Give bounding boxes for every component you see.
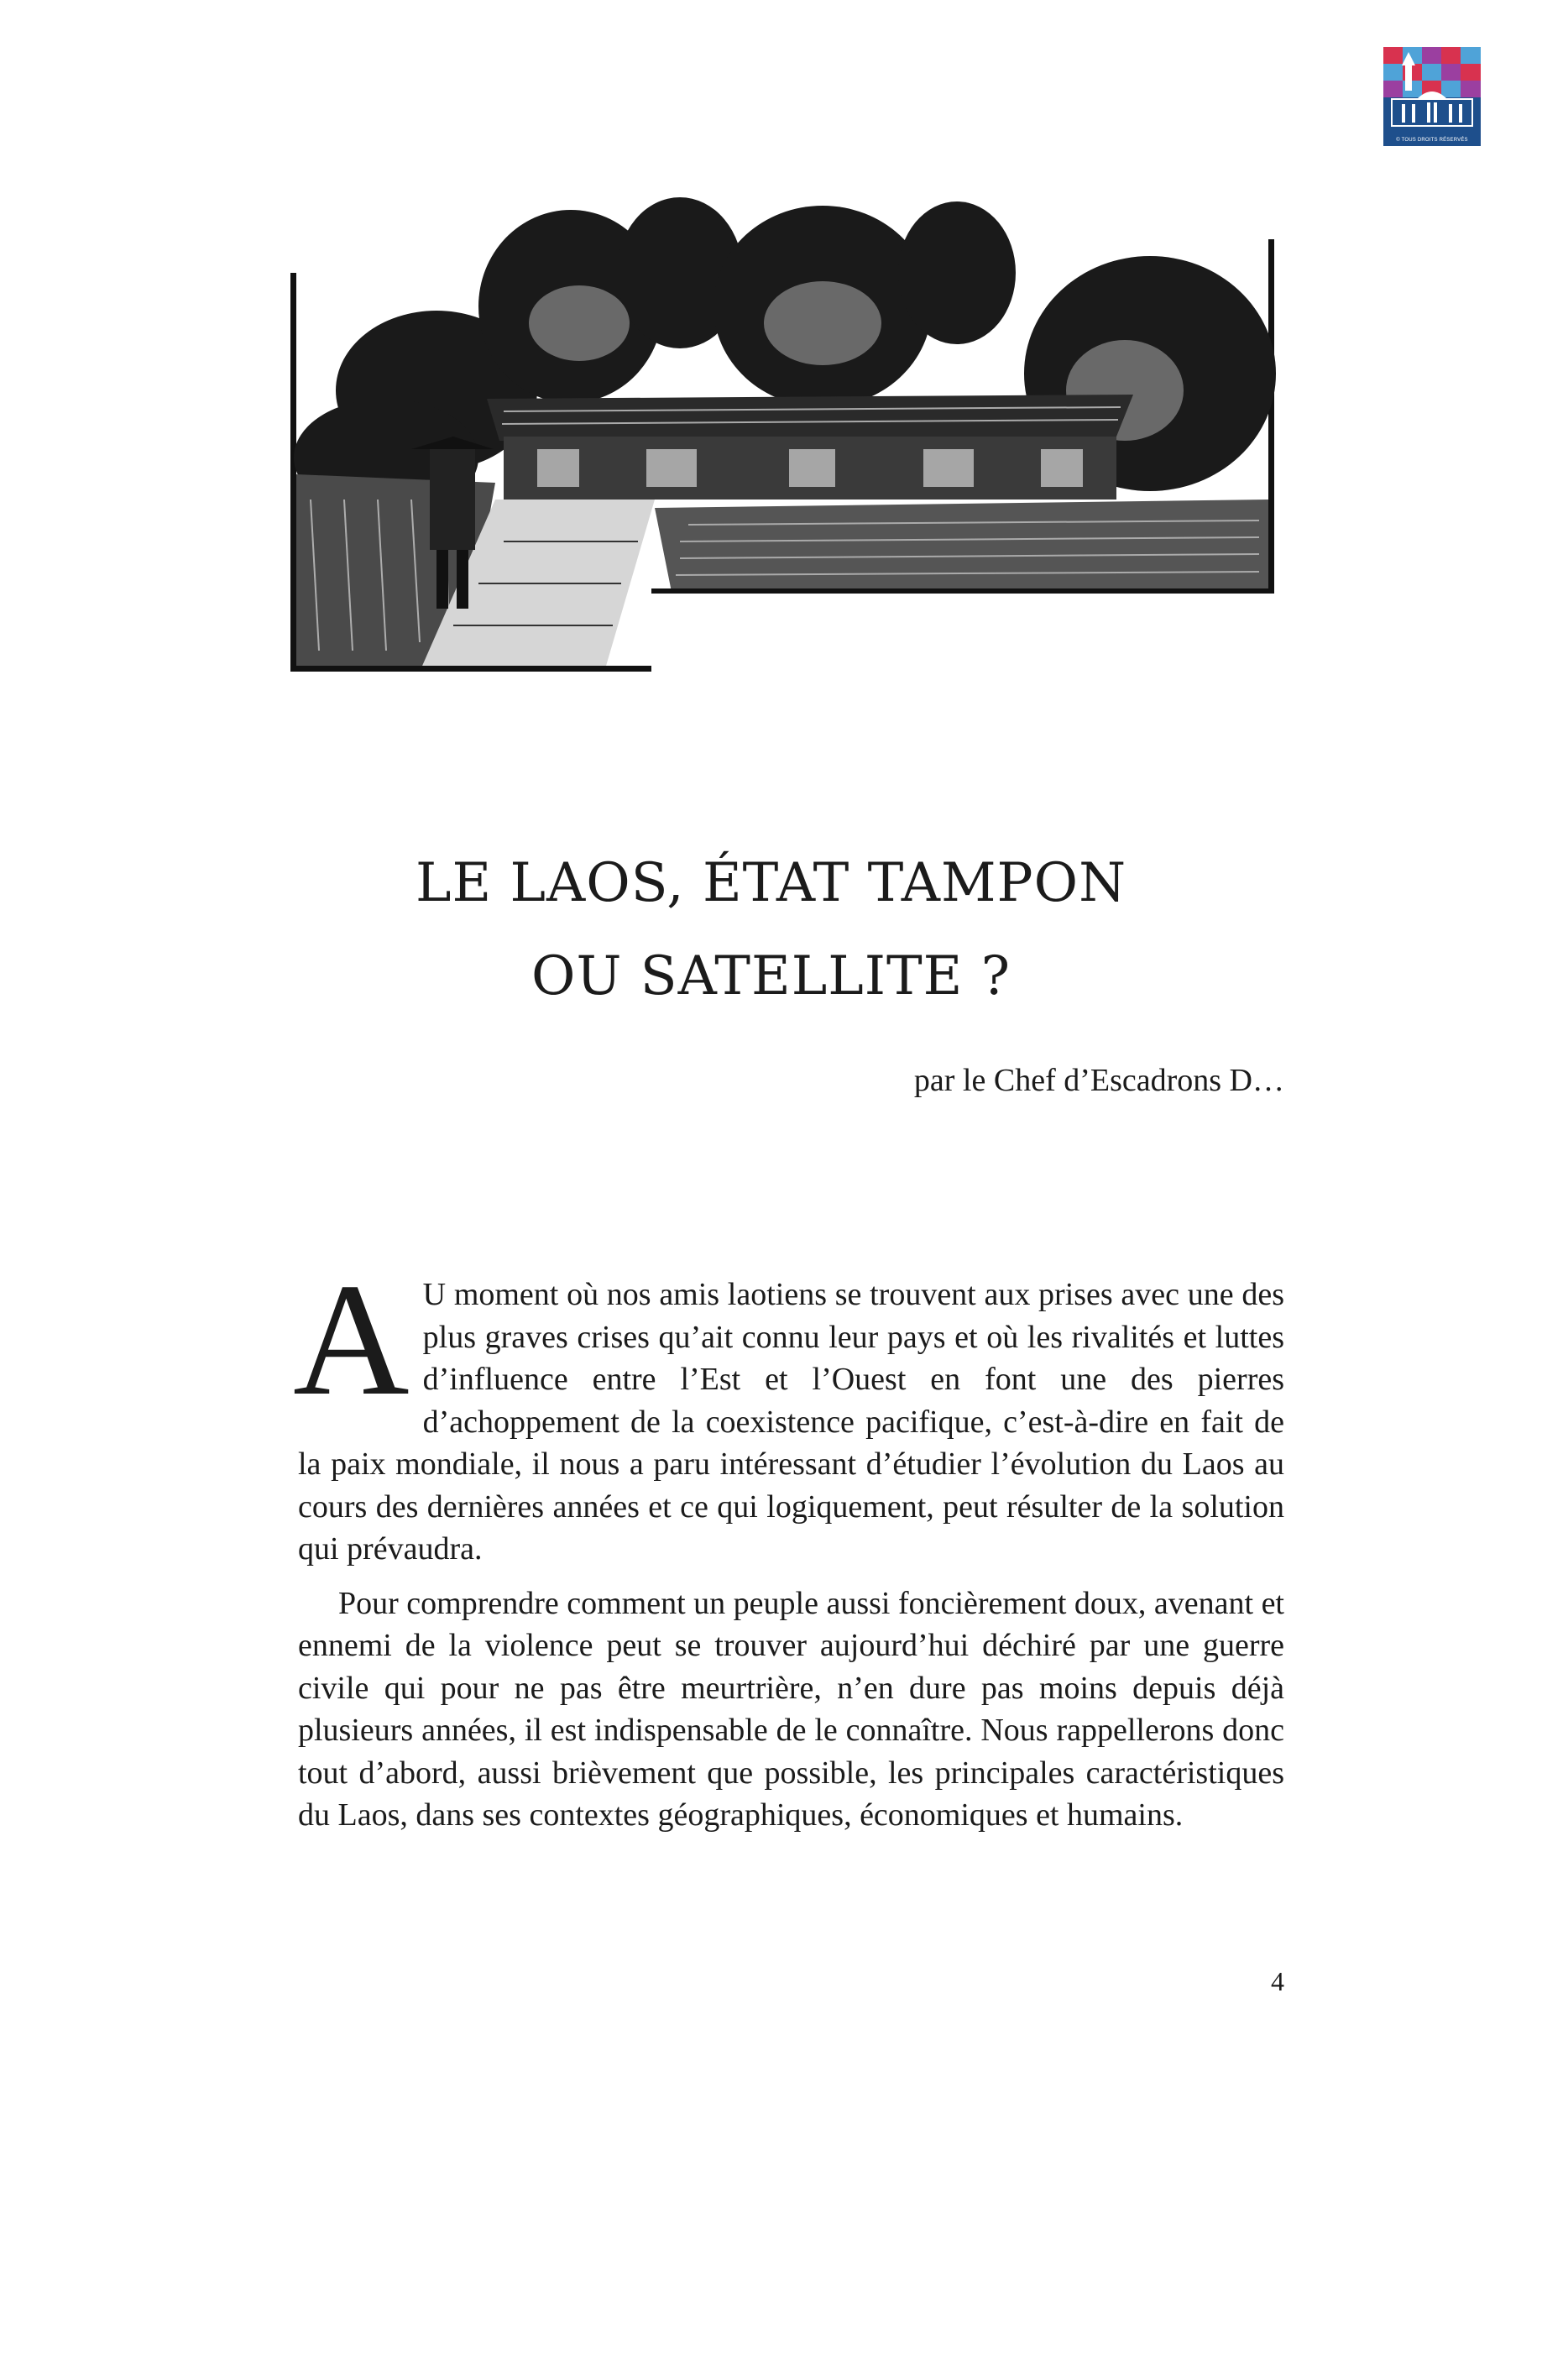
village-illustration xyxy=(285,180,1284,684)
article-byline: par le Chef d’Escadrons D… xyxy=(913,1063,1284,1098)
article-title-line1: LE LAOS, ÉTAT TAMPON xyxy=(415,852,1127,914)
drop-cap: A xyxy=(293,1250,410,1429)
paragraph-1-text: U moment où nos amis laotiens se trouvent aux prises avec une des plus graves crises qu’ait connu leur pays et où les rivalités et luttes d’influence entre l’Est et l’Ouest en font une des pierres d’achoppement de la coexistence pacifique, c’est-à-dire en fait de la paix mondiale, il nous a paru intéressant d’étudier l’évolution du Laos au cours des dernières années et ce qui logiquement, peut résulter de la solution qui prévaudra. xyxy=(298,1277,1284,1567)
paragraph-2: Pour comprendre comment un peuple aussi foncièrement doux, avenant et ennemi de la violence peut se trouver aujourd’hui déchiré par une guerre civile qui pour ne pas être meurtrière, n’en dure pas moins depuis déjà plusieurs années, il est indispensable de le connaître. Nous rappellerons donc tout d’abord, aussi brièvement que possible, les principales caractéristiques du Laos, dans ses contextes géographiques, économiques et humains. xyxy=(298,1585,1284,1833)
laotian-village-engraving-icon xyxy=(285,180,1284,684)
article-body xyxy=(293,1250,1284,1849)
page-number: 4 xyxy=(1271,1966,1284,1996)
article-title-line2: OU SATELLITE ? xyxy=(531,945,1011,1007)
logo-caption: © TOUS DROITS RÉSERVÉS xyxy=(1383,134,1481,146)
paragraph-1 xyxy=(293,1250,1284,1571)
library-logo xyxy=(1383,47,1481,148)
library-building-logo-icon xyxy=(1383,47,1481,134)
